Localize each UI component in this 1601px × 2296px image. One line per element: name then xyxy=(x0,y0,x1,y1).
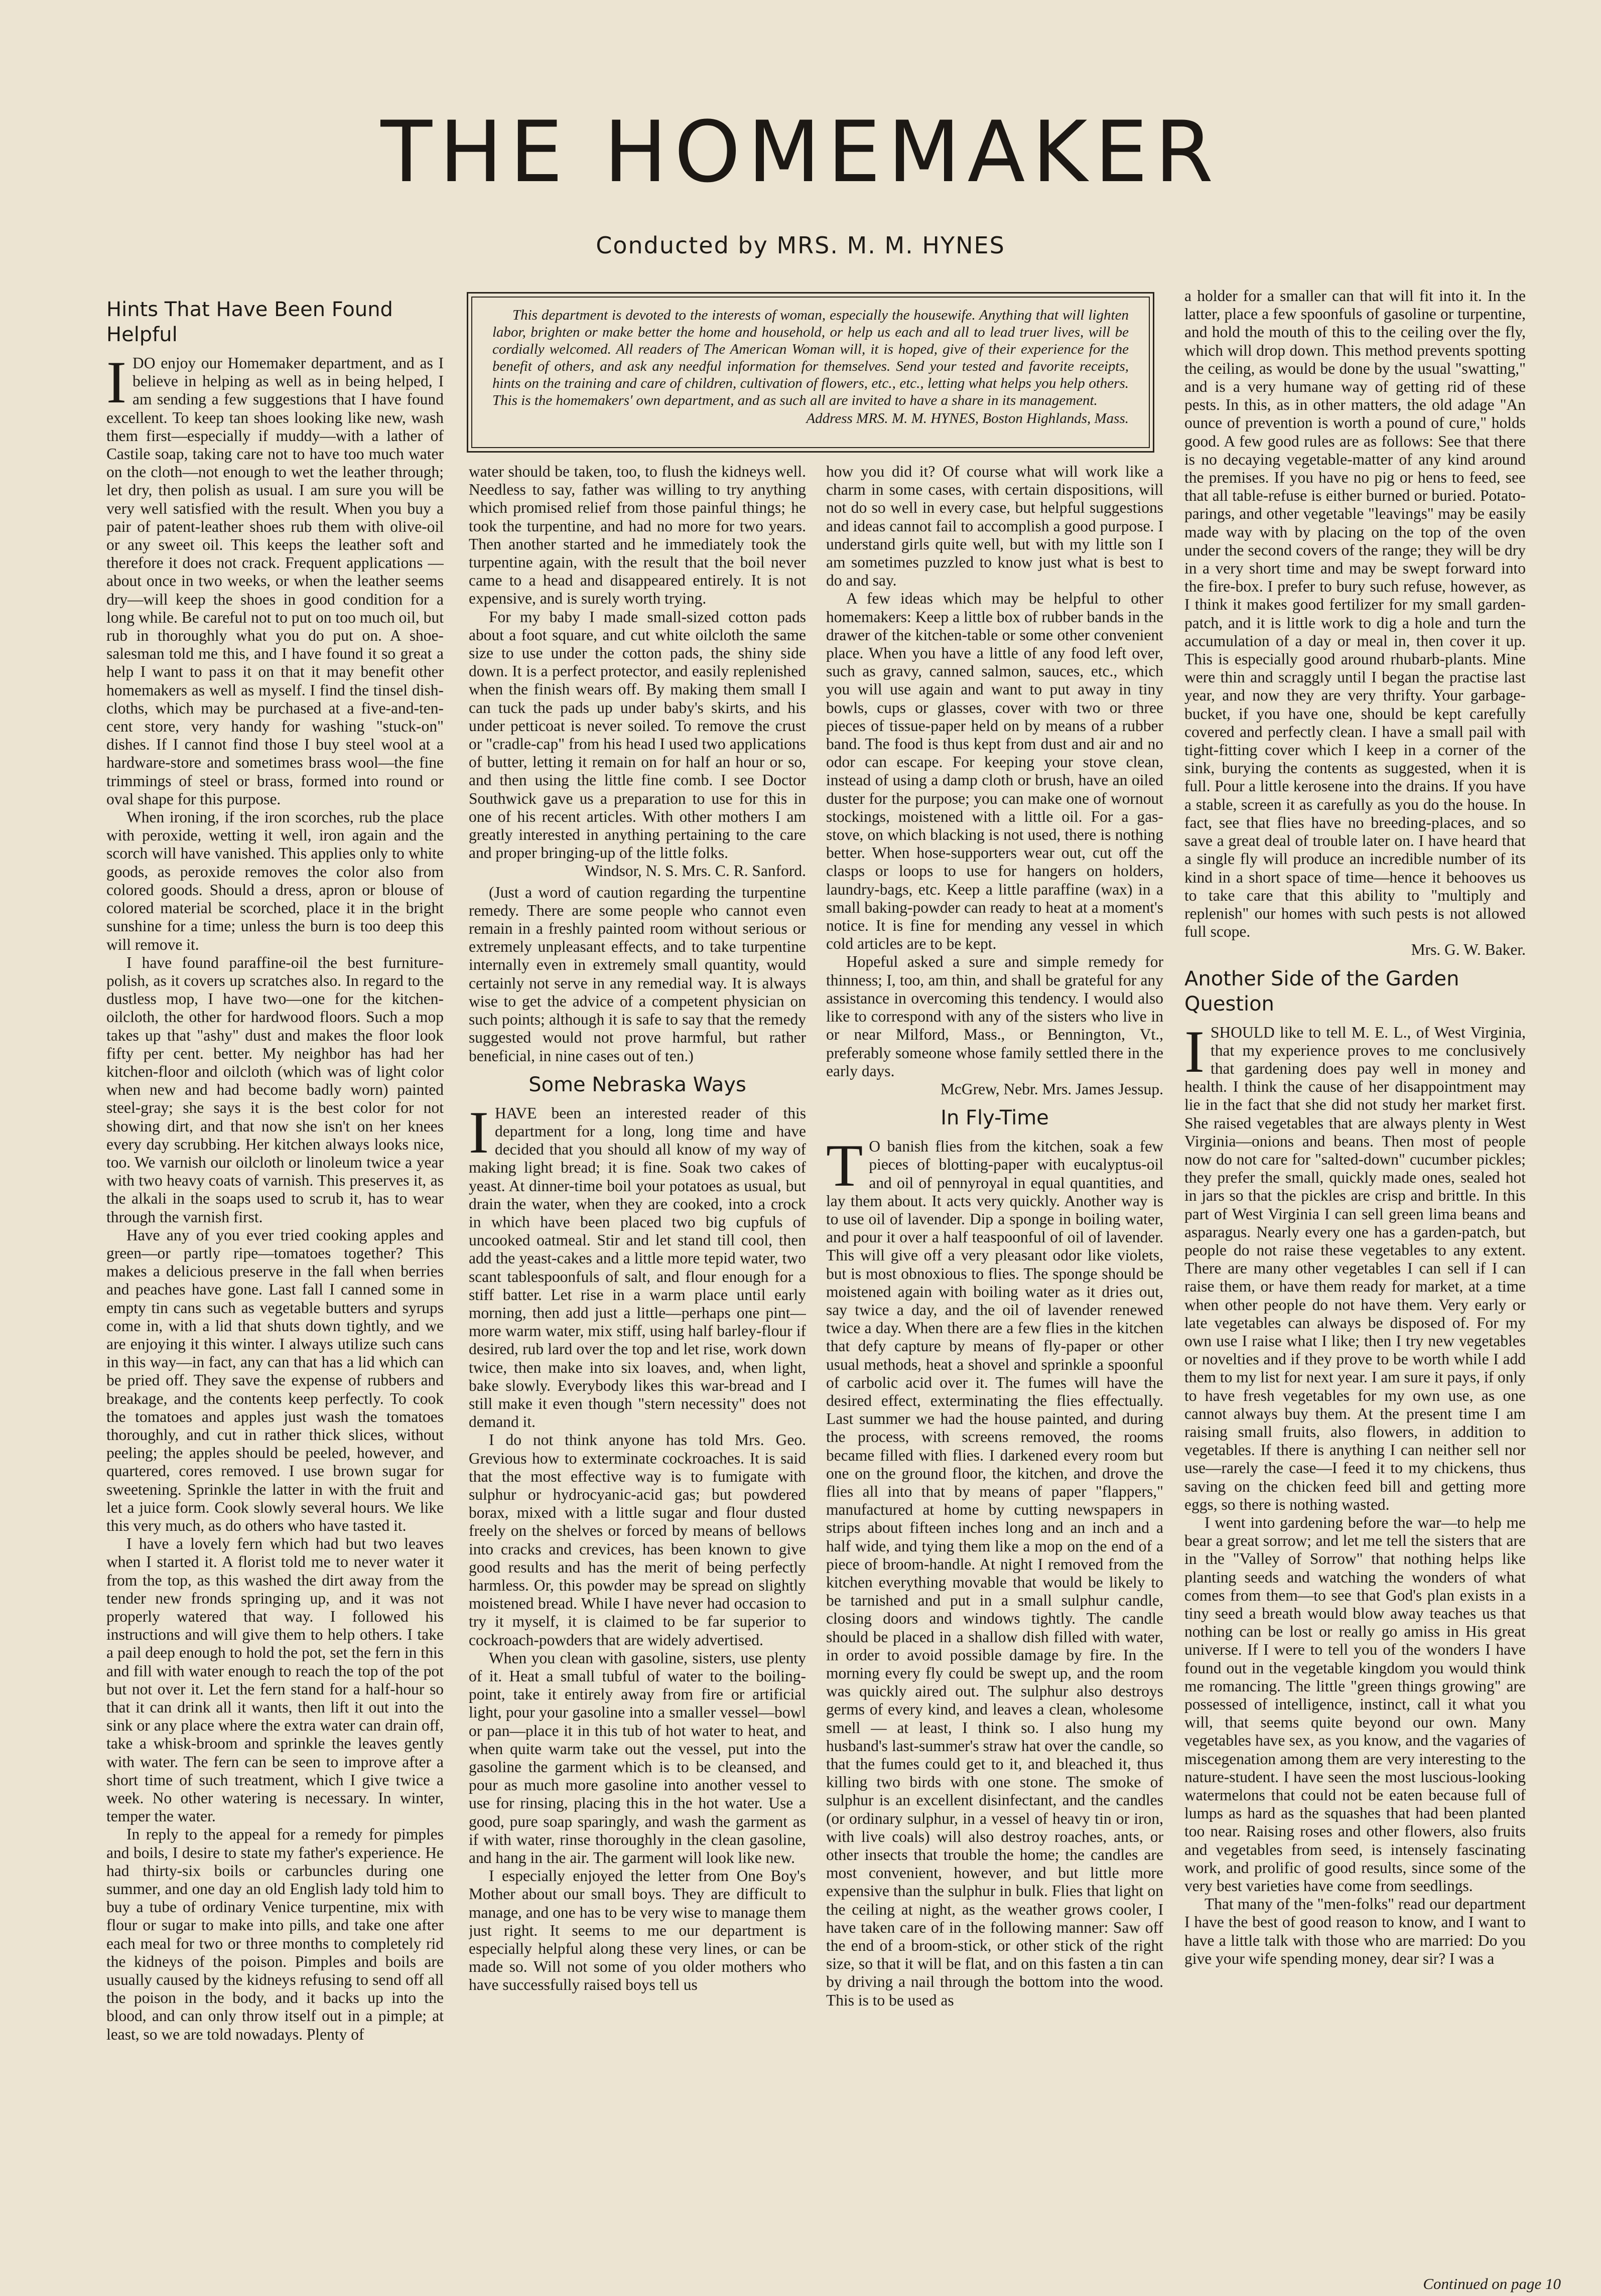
conductor-byline: Conducted by MRS. M. M. HYNES xyxy=(596,232,1005,259)
article-paragraph: a holder for a smaller can that will fit into it. In the latter, place a few spoonfuls of gasoline or turpentine, and hold the mouth of this to the ceiling over the fly, which will drop down. This method prevents spotting the ceiling, as would be done by the usual "swatting," and is a very humane way of getting rid of these pests. In this, as in other matters, the old adage "An ounce of prevention is worth a pound of cure," holds good. A few good rules are as follows: See that there is no decaying vegetable-matter of any kind around the premises. If you have no pig or hens to feed, see that all table-refuse is either burned or buried. Potato-parings, and other vegetable "leavings" may be easily made way with by placing on the top of the oven under the second covers of the range; they will be dry in a very short time and may be swept forward into the fire-box. I prefer to bury such refuse, however, as I think it makes good fertilizer for my small garden-patch, and it is little work to dig a hole and turn the accumulation of a day or meal in, then cover it up. This is especially good around rhubarb-plants. Mine were thin and scraggly until I began the practise last year, and now they are very thrifty. Your garbage-bucket, if you have one, should be kept carefully covered and perfectly clean. I have a small pail with tight-fitting cover which I keep in a corner of the sink, burying the contents as suggested, when it is full. Pour a little kerosene into the drains. If you have a stable, screen it as carefully as you do the house. In fact, see that flies have no breeding-places, and so save a great deal of trouble later on. I have heard that a single fly will produce an incredible number of its kind in a short space of time—hence it behooves us to take care that this ability to "multiply and replenish" our homes with such pests is not allowed full scope. xyxy=(1184,287,1526,941)
article-paragraph: When ironing, if the iron scorches, rub the place with peroxide, wetting it well, iron again and the scorch will have vanished. This applies only to white goods, as peroxide removes the color also from colored goods. Should a dress, apron or blouse of colored material be scorched, place it in the bright sunshine for a time; unless the burn is too deep this will remove it. xyxy=(106,808,444,953)
article-paragraph: Have any of you ever tried cooking apples and green—or partly ripe—tomatoes together? This makes a delicious preserve in the fall when berries and peaches have gone. Last fall I canned some in empty tin cans such as vegetable butters and syrups come in, with a lid that shuts down tightly, and we are enjoying it this winter. I always utilize such cans in this way—in fact, any can that has a lid which can be pried off. They save the expense of rubbers and breakage, and the contents keep perfectly. To cook the tomatoes and apples just wash the tomatoes thoroughly, and cut in rather thick slices, without peeling; the apples should be peeled, however, and quartered, cores removed. I use brown sugar for sweetening. Sprinkle the latter in with the fruit and let a juice form. Cook slowly several hours. We like this very much, as do others who have tasted it. xyxy=(106,1226,444,1534)
article-paragraph: I have found paraffine-oil the best furniture-polish, as it covers up scratches also. In regard to the dustless mop, I have two—one for the kitchen-oilcloth, the other for hardwood floors. Such a mop takes up that "ashy" dust and makes the floor look fifty per cent. better. My neighbor has had her kitchen-floor and oilcloth (which was of light color when new and had become badly worn) painted steel-gray; she says it is the best color for not showing dirt, and that now she isn't on her knees every day scrubbing. Her kitchen always looks nice, too. We varnish our oilcloth or linoleum twice a year with two heavy coats of varnish. This preserves it, as the alkali in the soaps used to scrub it, has to wear through the varnish first. xyxy=(106,953,444,1226)
article-paragraph: That many of the "men-folks" read our department I have the best of good reason to know, and I want to have a little talk with those who are married: Do you give your wife spending money, dear sir? I was a xyxy=(1184,1895,1526,1967)
department-notice xyxy=(471,297,1150,448)
drop-cap: I xyxy=(1184,1018,1205,1085)
article-paragraph: I have a lovely fern which had but two leaves when I started it. A florist told me to never water it from the top, as this washed the dirt away from the tender new fronds springing up, and it was not properly watered that way. I followed his instructions and will give them to help others. I take a pail deep enough to hold the pot, set the fern in this and fill with water enough to reach the top of the pot but not over it. Let the fern stand for a half-hour so that it can drink all it wants, then lift it out into the sink or any place where the extra water can drain off, take a whisk-broom and sprinkle the leaves gently with water. The fern can be seen to improve after a short time of such treatment, which I give twice a week. No other watering is necessary. In winter, temper the water. xyxy=(106,1535,444,1825)
signature: McGrew, Nebr. Mrs. James Jessup. xyxy=(940,1080,1163,1098)
drop-cap: I xyxy=(106,349,126,415)
page-title: THE HOMEMAKER xyxy=(380,103,1221,201)
article-paragraph: how you did it? Of course what will work like a charm in some cases, with certain dispositions, will not do so well in every case, but helpful suggestions and ideas cannot fail to accomplish a good purpose. I understand girls quite well, but with my little son I am sometimes puzzled to know just what is best to do and say. xyxy=(826,463,1163,590)
article-paragraph: When you clean with gasoline, sisters, use plenty of it. Heat a small tubful of water to the boiling-point, take it entirely away from fire or artificial light, pour your gasoline into a smaller vessel—bowl or pan—place it in this tub of hot water to heat, and when quite warm take out the vessel, put into the gasoline the garment which is to be cleansed, and pour as much more gasoline into another vessel to use for rinsing, placing this in the hot water. Use a good, pure soap sparingly, and wash the garment as if with water, rinse thoroughly in the clean gasoline, and hang in the air. The garment will look like new. xyxy=(469,1649,806,1867)
article-heading-fly-time: In Fly-Time xyxy=(941,1106,1049,1130)
article-paragraph: HAVE been an interested reader of this department for a long, long time and have decided that you should all know of my way of making light bread; it is fine. Soak two cakes of yeast. At dinner-time boil your potatoes as usual, but drain the water, when they are cooked, into a crock in which have been placed two big cupfuls of uncooked oatmeal. Stir and let stand till cool, then add the yeast-cakes and a little more tepid water, two scant tablespoonfuls of salt, and flour enough for a stiff batter. Let rise in a warm place until early morning, then add just a little—perhaps one pint—more warm water, mix stiff, using half barley-flour if desired, rub lard over the top and let rise, work down twice, then make into six loaves, and, when light, bake slowly. Everybody likes this war-bread and I still make it even though "stern necessity" does not demand it. xyxy=(469,1104,806,1431)
article-paragraph: water should be taken, too, to flush the kidneys well. Needless to say, father was willing to try anything which promised relief from those painful things; he took the turpentine, and had no more for two years. Then another started and he immediately took the turpentine again, with the result that the boil never came to a head and disappeared entirely. It is not expensive, and is surely worth trying. xyxy=(469,463,806,608)
article-paragraph: I do not think anyone has told Mrs. Geo. Grevious how to exterminate cockroaches. It is said that the most effective way is to fumigate with sulphur or hydrocyanic-acid gas; but powdered borax, mixed with a little sugar and flour dusted freely on the shelves or forced by means of bellows into cracks and crevices, has been known to give good results and has the merit of being perfectly harmless. Or, this powder may be spread on slightly moistened bread. While I have never had occasion to try it myself, it is claimed to be far superior to cockroach-powders that are widely advertised. xyxy=(469,1431,806,1649)
notice-address: Address MRS. M. M. HYNES, Boston Highlands, Mass. xyxy=(806,410,1129,426)
article-heading-garden: Another Side of the Garden Question xyxy=(1184,967,1459,1016)
article-paragraph: I went into gardening before the war—to help me bear a great sorrow; and let me tell the sisters that are in the "Valley of Sorrow" that nothing helps like planting seeds and watching the wonders of what comes from them—to see that God's plan exists in a tiny seed a breath would blow away teaches us that nothing can be lost or really go amiss in His great universe. If I were to tell you of the wonders I have found out in the vegetable kingdom you would think me romancing. The little "green things growing" are possessed of intelligence, instinct, call it what you will, that seems quite beyond our own. Many vegetables have sex, as you know, and the vagaries of miscegenation among them are very interesting to the nature-student. I have seen the most luscious-looking watermelons that could not be eaten because full of lumps as hard as the squashes that had been planted too near. Raising roses and other flowers, also fruits and vegetables from seed, is intensely fascinating work, and prolific of good results, since some of the very best varieties have come from seedlings. xyxy=(1184,1514,1526,1895)
article-paragraph: Hopeful asked a sure and simple remedy for thinness; I, too, am thin, and shall be grateful for any assistance in overcoming this tendency. I would also like to correspond with any of the sisters who live in or near Milford, Mass., or Bennington, Vt., preferably someone whose family settled there in the early days. xyxy=(826,953,1163,1080)
article-paragraph: O banish flies from the kitchen, soak a few pieces of blotting-paper with eucalyptus-oil and oil of pennyroyal in equal quantities, and lay them about. It acts very quickly. Another way is to use oil of lavender. Dip a sponge in boiling water, and pour it over a half teaspoonful of oil of lavender. This will give off a very pleasant odor like violets, but is most obnoxious to flies. The sponge should be moistened again with boiling water as it dries out, say twice a day, and the oil of lavender renewed twice a day. When there are a few flies in the kitchen that defy capture by means of fly-paper or other usual methods, heat a shovel and sprinkle a spoonful of carbolic acid over it. The fumes will have the desired effect, exterminating the flies effectually. Last summer we had the house painted, and during the process, with screens removed, the rooms became filled with flies. I darkened every room but one on the ground floor, the kitchen, and drove the flies all into that by means of paper "flappers," manufactured at home by cutting newspapers in strips about fifteen inches long and an inch and a half wide, and tying them like a mop on the end of a piece of broom-handle. At night I removed from the kitchen everything movable that would be likely to be tarnished and put in a small sulphur candle, closing doors and windows tightly. The candle should be placed in a shallow dish filled with water, in order to avoid possible damage by fire. In the morning every fly could be swept up, and the room was quickly aired out. The sulphur also destroys germs of every kind, and leaves a clean, wholesome smell — at least, I think so. I also hung my husband's last-summer's straw hat over the candle, so that the fumes could get to it, and bleached it, thus killing two birds with one stone. The smoke of sulphur is an excellent disinfectant, and the candles (or ordinary sulphur, in a vessel of heavy tin or iron, with live coals) will also destroy roaches, ants, or other insects that trouble the home; the candles are most convenient, however, and but little more expensive than the sulphur in bulk. Flies that light on the ceiling at night, as the weather grows cooler, I have taken care of in the following manner: Saw off the end of a broom-stick, or other stick of the right size, so that it will be flat, and on this fasten a tin can by driving a nail through the bottom into the wood. This is to be used as xyxy=(826,1137,1163,2009)
article-paragraph: DO enjoy our Homemaker department, and as I believe in helping as well as in being helped, I am sending a few suggestions that I have found excellent. To keep tan shoes looking like new, wash them first—especially if muddy—with a lather of Castile soap, taking care not to have too much water on the cloth—not enough to wet the leather through; let dry, then polish as usual. I am sure you will be very well satisfied with the result. When you buy a pair of patent-leather shoes rub them with olive-oil or any sweet oil. This keeps the leather soft and therefore it does not crack. Frequent applications — about once in two weeks, or when the leather seems dry—will keep the shoes in good condition for a long while. Be careful not to put on too much oil, but rub in thoroughly what you do put on. A shoe-salesman told me this, and I have found it so great a help I want to pass it on that it may benefit other homemakers as well as myself. I find the tinsel dish-cloths, which may be purchased at a five-and-ten-cent store, very handy for washing "stuck-on" dishes. If I cannot find those I buy steel wool at a hardware-store and sometimes brass wool—the fine trimmings of steel or brass, formed into round or oval shape for this purpose. xyxy=(106,354,444,808)
column-4 xyxy=(1184,287,1526,2264)
article-paragraph: For my baby I made small-sized cotton pads about a foot square, and cut white oilcloth the same size to use under the cotton pads, the shiny side down. It is a perfect protector, and easily replenished when the finish wears off. By making them small I can tuck the pads up under baby's skirts, and his under petticoat is never soiled. To remove the crust or "cradle-cap" from his head I used two applications of butter, letting it remain on for half an hour or so, and then using the little fine comb. I see Doctor Southwick gave us a preparation to use for this in one of his recent articles. With other mothers I am greatly interested in anything pertaining to the care and proper bringing-up of the little folks. xyxy=(469,608,806,862)
article-paragraph: In reply to the appeal for a remedy for pimples and boils, I desire to state my father's experience. He had thirty-six boils or carbuncles during one summer, and one day an old English lady told him to buy a tube of ordinary Venice turpentine, mix with flour or sugar to make into pills, and take one after each meal for two or three months to completely rid the kidneys of the poison. Pimples and boils are usually caused by the kidneys refusing to send off all the poison in the body, and it backs up into the blood, and can only throw itself out in a pimple; at least, so we are told nowadays. Plenty of xyxy=(106,1825,444,2043)
editor-note: (Just a word of caution regarding the turpentine remedy. There are some people who cannot even remain in a freshly painted room without serious or extremely unpleasant effects, and to take turpentine internally even in extremely small quantity, would certainly not serve in any remedial way. It is always wise to get the advice of a competent physician on such points; although it is safe to say that the remedy suggested would not prove harmful, but rather beneficial, in nine cases out of ten.) xyxy=(469,883,806,1065)
column-3 xyxy=(826,463,1163,2264)
signature: Windsor, N. S. Mrs. C. R. Sanford. xyxy=(584,862,806,880)
drop-cap: I xyxy=(469,1098,489,1166)
article-heading-hints: Hints That Have Been Found Helpful xyxy=(106,298,393,346)
article-paragraph: SHOULD like to tell M. E. L., of West Virginia, that my experience proves to me conclusively that gardening does pay well in money and health. I think the cause of her disappointment may lie in the fact that she did not study her market first. She raised vegetables that are always plenty in West Virginia—onions and beans. Then most of people now do not care for "salted-down" cucumber pickles; they prefer the small, quickly made ones, sealed hot in jars so that the pickles are crisp and brittle. In this part of West Virginia I can sell green lima beans and asparagus. Nearly every one has a garden-patch, but people do not raise these vegetables to any extent. There are many other vegetables I can sell if I can raise them, or have them ready for market, at a time when other people do not have them. Very early or late vegetables can always be disposed of. For my own use I raise what I like; then I try new vegetables or novelties and if they prove to be worth while I add them to my list for next year. I am sure it pays, if only to have fresh vegetables for my own use, as one cannot always buy them. At the present time I am raising small fruits, also flowers, in addition to vegetables. If there is anything I can neither sell nor use—rarely the case—I feed it to my chickens, thus saving on the chicken feed bill and getting more eggs, so there is nothing wasted. xyxy=(1184,1023,1526,1513)
drop-cap: T xyxy=(826,1132,863,1199)
column-1 xyxy=(106,297,444,2264)
article-paragraph: I especially enjoyed the letter from One Boy's Mother about our small boys. They are difficult to manage, and one has to be very wise to manage them just right. It seems to me our department is especially helpful along these very lines, or can be made so. Will not some of you older mothers who have successfully raised boys tell us xyxy=(469,1867,806,1994)
notice-text: This department is devoted to the interests of woman, especially the housewife. Anything that will lighten labor, brighten or make better the home and household, or help us each and all to lead truer lives, will be cordially welcomed. All readers of The American Woman will, it is hoped, give of their experience for the benefit of others, and ask any needful information for themselves. Send your tested and favorite receipts, hints on the training and care of children, cultivation of flowers, etc., etc., letting what helps you help others. This is the homemakers' own department, and as such all are invited to have a share in its management. xyxy=(492,307,1129,408)
continued-note: Continued on page 10 xyxy=(1423,2275,1561,2292)
signature: Mrs. G. W. Baker. xyxy=(1411,941,1526,959)
article-paragraph: A few ideas which may be helpful to other homemakers: Keep a little box of rubber bands in the drawer of the kitchen-table or some other convenient place. When you have a little of any food left over, such as gravy, canned salmon, sauces, etc., which you will use again and want to put away in tiny bowls, cups or glasses, cover with two or three pieces of tissue-paper held on by means of a rubber band. The food is thus kept from dust and air and no odor can escape. For keeping your stove clean, instead of using a damp cloth or brush, have an oiled duster for the purpose; you can make one of wornout stockings, moistened with a little oil. For a gas-stove, on which blacking is not used, there is nothing better. When hose-supporters wear out, cut off the clasps or loops to use for hangers on holders, laundry-bags, etc. Keep a little paraffine (wax) in a small baking-powder can ready to heat at a moment's notice. It is fine for mending any vessel in which cold articles are to be kept. xyxy=(826,590,1163,953)
department-notice-box xyxy=(467,292,1154,453)
article-heading-nebraska: Some Nebraska Ways xyxy=(528,1073,746,1096)
column-2 xyxy=(469,463,806,2264)
